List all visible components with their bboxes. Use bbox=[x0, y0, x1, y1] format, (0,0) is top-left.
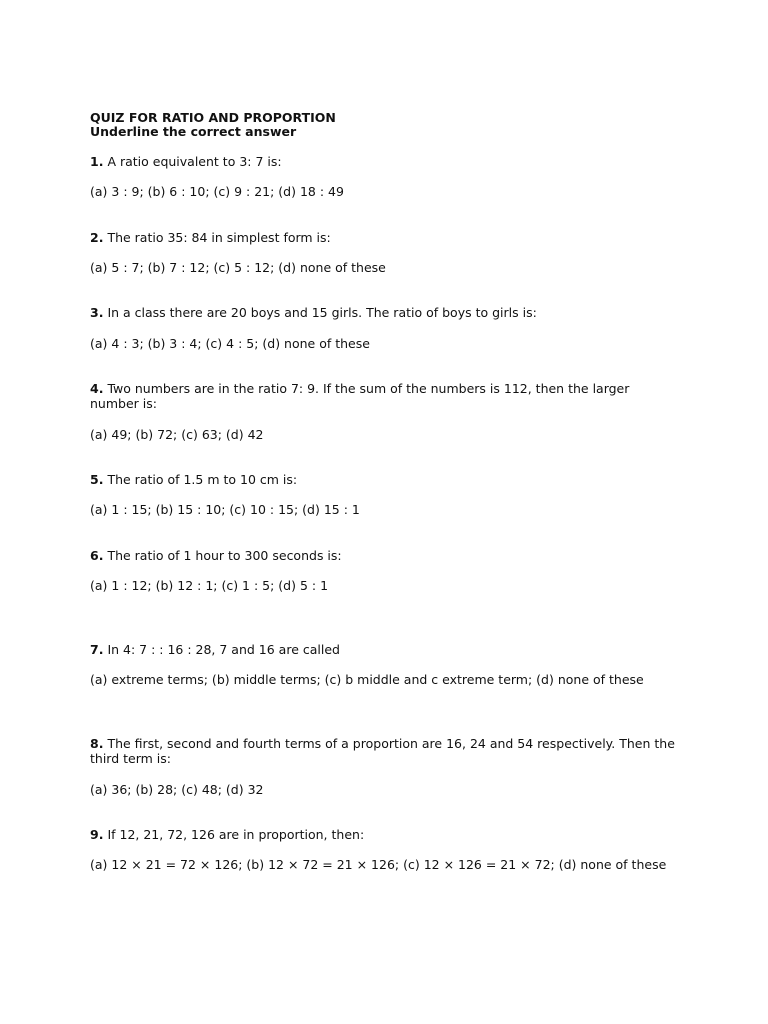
answer-options-7: (a) extreme terms; (b) middle terms; (c) b middle and c extreme term; (d) none of these bbox=[90, 672, 644, 687]
question-text: In a class there are 20 boys and 15 girls. The ratio of boys to girls is: bbox=[107, 305, 537, 320]
question-text: Two numbers are in the ratio 7: 9. If the sum of the numbers is 112, then the larger number is: bbox=[90, 381, 630, 411]
question-5 bbox=[90, 472, 680, 487]
question-text: The ratio of 1.5 m to 10 cm is: bbox=[107, 472, 298, 487]
instruction-text: Underline the correct answer bbox=[90, 124, 297, 139]
question-9 bbox=[90, 827, 680, 842]
question-7 bbox=[90, 642, 680, 657]
question-1 bbox=[90, 154, 680, 169]
question-text: If 12, 21, 72, 126 are in proportion, then: bbox=[107, 827, 365, 842]
question-text: The first, second and fourth terms of a proportion are 16, 24 and 54 respectively. Then the third term is: bbox=[90, 736, 675, 766]
question-8 bbox=[90, 736, 680, 766]
question-2 bbox=[90, 230, 680, 245]
question-number: 3. bbox=[90, 305, 104, 320]
question-4 bbox=[90, 381, 680, 411]
question-number: 5. bbox=[90, 472, 104, 487]
question-text: In 4: 7 : : 16 : 28, 7 and 16 are called bbox=[107, 642, 340, 657]
answer-options-4: (a) 49; (b) 72; (c) 63; (d) 42 bbox=[90, 427, 264, 442]
question-number: 4. bbox=[90, 381, 104, 396]
answer-options-3: (a) 4 : 3; (b) 3 : 4; (c) 4 : 5; (d) none of these bbox=[90, 336, 370, 351]
page-title: QUIZ FOR RATIO AND PROPORTION bbox=[90, 110, 336, 125]
answer-options-1: (a) 3 : 9; (b) 6 : 10; (c) 9 : 21; (d) 18 : 49 bbox=[90, 184, 344, 199]
question-number: 7. bbox=[90, 642, 104, 657]
question-text: The ratio 35: 84 in simplest form is: bbox=[107, 230, 331, 245]
question-text: A ratio equivalent to 3: 7 is: bbox=[107, 154, 282, 169]
answer-options-9: (a) 12 × 21 = 72 × 126; (b) 12 × 72 = 21 × 126; (c) 12 × 126 = 21 × 72; (d) none of these bbox=[90, 857, 667, 872]
answer-options-6: (a) 1 : 12; (b) 12 : 1; (c) 1 : 5; (d) 5 : 1 bbox=[90, 578, 329, 593]
answer-options-2: (a) 5 : 7; (b) 7 : 12; (c) 5 : 12; (d) none of these bbox=[90, 260, 386, 275]
answer-options-8: (a) 36; (b) 28; (c) 48; (d) 32 bbox=[90, 782, 264, 797]
question-3 bbox=[90, 305, 680, 320]
question-number: 1. bbox=[90, 154, 104, 169]
question-number: 2. bbox=[90, 230, 104, 245]
answer-options-5: (a) 1 : 15; (b) 15 : 10; (c) 10 : 15; (d) 15 : 1 bbox=[90, 502, 360, 517]
question-number: 9. bbox=[90, 827, 104, 842]
question-number: 6. bbox=[90, 548, 104, 563]
question-6 bbox=[90, 548, 680, 563]
question-number: 8. bbox=[90, 736, 104, 751]
question-text: The ratio of 1 hour to 300 seconds is: bbox=[107, 548, 342, 563]
